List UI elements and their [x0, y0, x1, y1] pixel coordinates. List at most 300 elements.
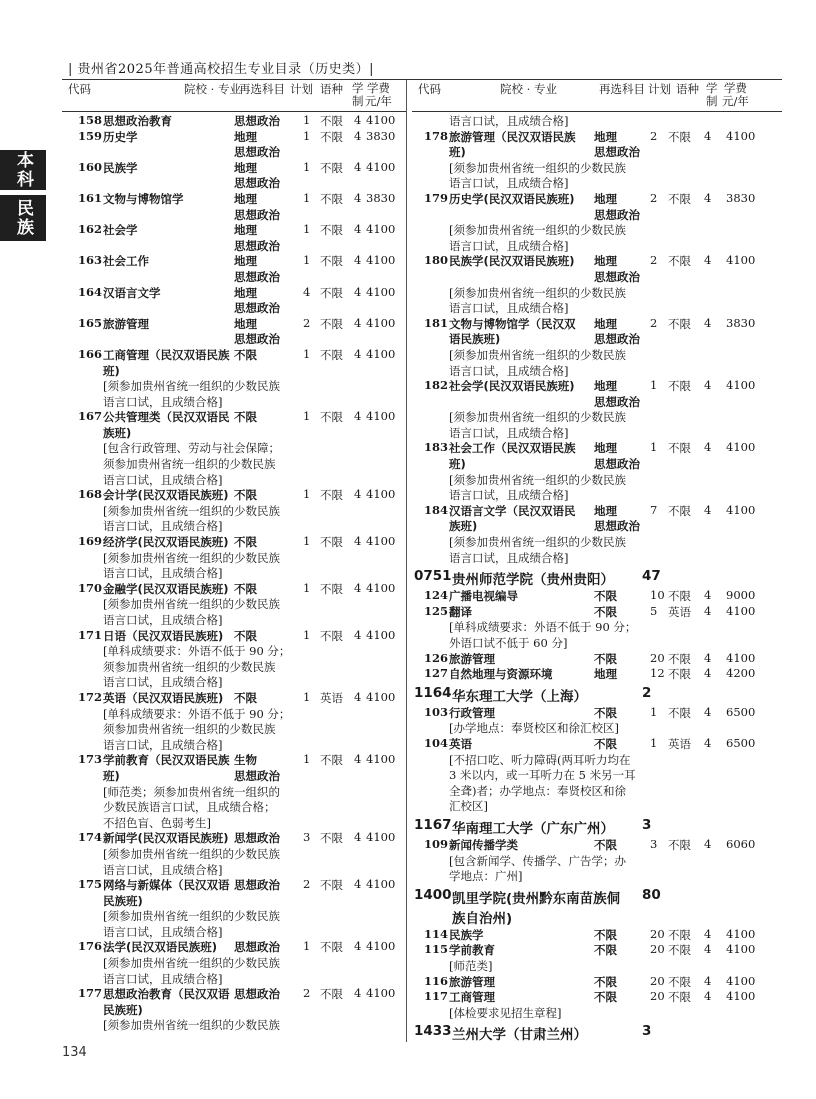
page-header: | 贵州省2025年普通高校招生专业目录（历史类）|	[68, 62, 374, 77]
language: 不限	[668, 589, 691, 604]
years: 4	[354, 346, 362, 361]
language: 不限	[320, 987, 343, 1002]
row-line	[62, 893, 407, 909]
major-code: 158	[78, 113, 103, 127]
note-text: [办学地点：奉贤校区和徐汇校区]	[449, 721, 619, 736]
table-row	[412, 253, 782, 315]
fee: 4100	[366, 253, 396, 268]
school-code: 1164	[414, 684, 452, 701]
subject-requirement: 不限	[594, 927, 617, 942]
row-line	[412, 331, 782, 347]
years: 4	[704, 440, 712, 455]
major-name: 民族学	[449, 927, 484, 942]
plan-count: 1	[303, 939, 311, 954]
subject-requirement: 思想政治	[234, 269, 280, 284]
language: 不限	[320, 160, 343, 175]
table-row	[412, 837, 782, 884]
column-header-right	[412, 82, 782, 110]
major-name: 学前教育	[449, 943, 495, 958]
table-row	[412, 705, 782, 736]
major-code: 169	[78, 534, 103, 549]
plan-count: 2	[303, 315, 311, 330]
subject-requirement: 思想政治	[234, 114, 280, 128]
row-line	[412, 378, 782, 394]
row-line	[62, 175, 407, 191]
note-line	[62, 971, 407, 987]
table-row	[412, 927, 782, 943]
major-code: 125	[424, 603, 449, 618]
table-row	[412, 440, 782, 502]
note-line	[412, 285, 782, 301]
table-row	[62, 285, 407, 316]
school-heading	[412, 685, 782, 705]
col-school: 院校 · 专业	[500, 82, 557, 96]
row-line	[412, 518, 782, 534]
row-line	[412, 316, 782, 332]
subject-requirement: 地理	[234, 223, 257, 238]
plan-count: 1	[303, 128, 311, 143]
fee: 4200	[726, 666, 756, 681]
col-code: 代码	[418, 82, 441, 96]
major-name: 新闻学(民汉双语民族班)	[103, 831, 229, 846]
note-line	[412, 472, 782, 488]
years: 4	[354, 113, 362, 127]
years: 4	[704, 315, 712, 330]
col-lang: 语种	[320, 82, 343, 96]
language: 不限	[320, 114, 343, 128]
school-name: 兰州大学（甘肃兰州）	[452, 1027, 587, 1044]
language: 不限	[668, 316, 691, 331]
major-name: 文物与博物馆学	[103, 191, 184, 206]
note-text: [须参加贵州省统一组织的少数民族	[449, 347, 626, 362]
major-name: 日语（民汉双语民族班)	[103, 628, 224, 643]
subject-requirement: 不限	[234, 535, 257, 550]
language: 不限	[320, 223, 343, 238]
major-code: 124	[424, 588, 449, 603]
language: 不限	[320, 628, 343, 643]
major-code: 127	[424, 666, 449, 681]
fee: 4100	[366, 222, 396, 237]
major-code: 159	[78, 128, 103, 143]
note-line	[412, 300, 782, 316]
language: 不限	[320, 410, 343, 425]
note-line	[62, 643, 407, 659]
major-code: 104	[424, 735, 449, 750]
row-line	[412, 144, 782, 160]
note-line	[62, 924, 407, 940]
table-row	[62, 222, 407, 253]
col-plan: 计划	[648, 82, 671, 96]
note-line	[62, 846, 407, 862]
row-line	[412, 503, 782, 519]
major-name: 班)	[103, 768, 120, 783]
language: 不限	[668, 129, 691, 144]
major-name: 班)	[103, 363, 120, 378]
plan-count: 20	[650, 973, 665, 988]
major-code: 182	[424, 378, 449, 393]
major-name: 金融学(民汉双语民族班)	[103, 581, 229, 596]
table-row	[62, 316, 407, 347]
subject-requirement: 思想政治	[234, 238, 280, 253]
note-line	[62, 612, 407, 628]
major-name: 汉语言文学（民汉双语民	[449, 503, 576, 518]
fee: 4100	[726, 973, 756, 988]
plan-count: 5	[650, 603, 658, 618]
language: 不限	[668, 651, 691, 666]
language: 不限	[668, 503, 691, 518]
column-rule-right	[412, 111, 782, 112]
table-row	[412, 736, 782, 814]
table-row	[62, 877, 407, 939]
note-line	[62, 456, 407, 472]
row-line	[62, 768, 407, 784]
major-code: 116	[424, 973, 449, 988]
subject-requirement: 生物	[234, 753, 257, 768]
major-code: 183	[424, 440, 449, 455]
note-line	[412, 798, 782, 814]
plan-count: 1	[303, 190, 311, 205]
row-line	[412, 736, 782, 752]
row-line	[412, 129, 782, 145]
major-code: 184	[424, 502, 449, 517]
language: 不限	[668, 837, 691, 852]
note-text: [须参加贵州省统一组织的少数民族	[103, 379, 280, 394]
major-code: 171	[78, 627, 103, 642]
note-line	[412, 113, 782, 129]
row-line	[62, 113, 407, 129]
note-text: [须参加贵州省统一组织的少数民族	[449, 285, 626, 300]
school-name: 凯里学院(贵州黔东南苗族侗	[452, 890, 621, 907]
table-row	[412, 191, 782, 253]
years: 4	[354, 939, 362, 954]
major-name: 广播电视编导	[449, 589, 518, 604]
row-line	[412, 942, 782, 958]
major-code: 177	[78, 986, 103, 1001]
years: 4	[704, 989, 712, 1004]
plan-count: 1	[650, 704, 658, 719]
note-line	[412, 619, 782, 635]
years: 4	[704, 836, 712, 851]
note-text: [体检要求见招生章程]	[449, 1005, 562, 1020]
major-code: 178	[424, 128, 449, 143]
major-name: 历史学(民汉双语民族班)	[449, 191, 575, 206]
language: 不限	[668, 990, 691, 1005]
language: 不限	[668, 943, 691, 958]
row-line	[62, 690, 407, 706]
note-line	[412, 767, 782, 783]
subject-requirement: 思想政治	[594, 207, 640, 222]
major-name: 新闻传播学类	[449, 837, 518, 852]
school-heading	[412, 887, 782, 907]
note-text: 语言口试，且成绩合格]	[449, 114, 569, 128]
language: 不限	[320, 940, 343, 955]
note-line	[62, 784, 407, 800]
major-name: 历史学	[103, 129, 138, 144]
row-line	[62, 316, 407, 332]
row-line	[62, 238, 407, 254]
years: 4	[704, 942, 712, 957]
language: 不限	[668, 379, 691, 394]
plan-count: 3	[650, 836, 658, 851]
note-line	[412, 534, 782, 550]
subject-requirement: 不限	[594, 990, 617, 1005]
fee: 4100	[366, 487, 396, 502]
table-row	[412, 604, 782, 651]
subject-requirement: 思想政治	[594, 457, 640, 472]
table-row	[62, 752, 407, 830]
row-line	[412, 974, 782, 990]
language: 不限	[320, 347, 343, 362]
note-text: [须参加贵州省统一组织的少数民族	[103, 503, 280, 518]
col-years: 学 制	[706, 81, 718, 108]
language: 不限	[320, 191, 343, 206]
major-name: 民族班)	[103, 1002, 143, 1017]
note-line	[62, 518, 407, 534]
plan-count: 7	[650, 502, 658, 517]
row-line	[62, 830, 407, 846]
fee: 9000	[726, 588, 756, 603]
note-text: 语言口试，且成绩合格]	[449, 425, 569, 440]
note-line	[62, 503, 407, 519]
table-row	[62, 191, 407, 222]
major-code: 181	[424, 315, 449, 330]
row-line	[412, 394, 782, 410]
plan-count: 2	[650, 190, 658, 205]
school-name: 贵州师范学院（贵州贵阳）	[452, 572, 614, 589]
major-name: 思想政治教育（民汉双语	[103, 987, 230, 1002]
row-line	[62, 425, 407, 441]
school-heading	[412, 817, 782, 837]
plan-count: 1	[650, 440, 658, 455]
note-line	[62, 659, 407, 675]
col-plan: 计划	[290, 82, 313, 96]
row-line	[62, 363, 407, 379]
subject-requirement: 思想政治	[234, 207, 280, 222]
note-line	[62, 955, 407, 971]
major-code: 176	[78, 939, 103, 954]
subject-requirement: 思想政治	[234, 768, 280, 783]
row-line	[62, 222, 407, 238]
major-name: 英语	[449, 736, 472, 751]
note-line	[412, 425, 782, 441]
language: 不限	[668, 705, 691, 720]
fee: 4100	[366, 627, 396, 642]
col-code: 代码	[68, 82, 91, 96]
subject-requirement: 不限	[594, 974, 617, 989]
fee: 4100	[366, 939, 396, 954]
fee: 4100	[366, 534, 396, 549]
major-code: 175	[78, 877, 103, 892]
table-row	[62, 581, 407, 628]
major-name: 学前教育（民汉双语民族	[103, 753, 230, 768]
table-row	[412, 989, 782, 1020]
subject-requirement: 地理	[234, 316, 257, 331]
language: 不限	[320, 316, 343, 331]
fee: 4100	[726, 128, 756, 143]
note-line	[412, 752, 782, 768]
years: 4	[704, 128, 712, 143]
subject-requirement: 地理	[234, 254, 257, 269]
table-row	[412, 651, 782, 667]
subject-requirement: 思想政治	[234, 940, 280, 955]
note-text: 全聋)者；办学地点：奉贤校区和徐	[449, 783, 626, 798]
years: 4	[704, 190, 712, 205]
row-line	[412, 269, 782, 285]
note-line	[412, 487, 782, 503]
table-row	[62, 487, 407, 534]
school-plan: 80	[642, 886, 661, 903]
note-line	[412, 222, 782, 238]
plan-count: 2	[303, 986, 311, 1001]
fee: 3830	[726, 315, 756, 330]
years: 4	[354, 253, 362, 268]
school-heading	[412, 568, 782, 588]
major-code: 166	[78, 346, 103, 361]
note-text: [包含行政管理、劳动与社会保障；	[103, 441, 280, 456]
years: 4	[704, 926, 712, 941]
note-text: 语言口试，且成绩合格]	[449, 176, 569, 191]
row-line	[62, 285, 407, 301]
note-line	[62, 394, 407, 410]
fee: 4100	[366, 580, 396, 595]
row-line	[62, 347, 407, 363]
row-line	[412, 651, 782, 667]
language: 不限	[320, 488, 343, 503]
table-row	[412, 942, 782, 973]
subject-requirement: 地理	[594, 129, 617, 144]
row-line	[412, 604, 782, 620]
table-row	[62, 409, 407, 487]
note-line	[412, 853, 782, 869]
major-name: 工商管理（民汉双语民族	[103, 347, 230, 362]
note-line	[62, 815, 407, 831]
major-name: 班)	[449, 145, 466, 160]
subject-requirement: 不限	[234, 488, 257, 503]
fee: 4100	[726, 440, 756, 455]
note-text: 语言口试，且成绩合格]	[103, 737, 223, 752]
plan-count: 1	[303, 689, 311, 704]
plan-count: 20	[650, 989, 665, 1004]
subject-requirement: 不限	[234, 410, 257, 425]
language: 不限	[668, 974, 691, 989]
note-text: 语言口试，且成绩合格]	[103, 472, 223, 487]
subject-requirement: 不限	[594, 651, 617, 666]
major-name: 网络与新媒体（民汉双语	[103, 878, 230, 893]
school-plan: 47	[642, 568, 661, 585]
fee: 3830	[726, 190, 756, 205]
note-line	[62, 378, 407, 394]
major-code: 163	[78, 253, 103, 268]
major-code: 117	[424, 989, 449, 1004]
major-name: 英语（民汉双语民族班)	[103, 690, 224, 705]
row-line	[62, 160, 407, 176]
note-text: 语言口试，且成绩合格]	[103, 394, 223, 409]
years: 4	[354, 986, 362, 1001]
years: 4	[354, 128, 362, 143]
years: 4	[704, 502, 712, 517]
column-header-left	[62, 82, 407, 110]
subject-requirement: 不限	[594, 604, 617, 619]
years: 4	[354, 877, 362, 892]
note-line	[62, 565, 407, 581]
language: 英语	[668, 604, 691, 619]
subject-requirement: 不限	[594, 943, 617, 958]
fee: 4100	[726, 502, 756, 517]
fee: 4100	[726, 603, 756, 618]
fee: 4100	[726, 926, 756, 941]
table-row	[412, 316, 782, 378]
years: 4	[704, 704, 712, 719]
major-name: 公共管理类（民汉双语民	[103, 410, 230, 425]
subject-requirement: 地理	[594, 191, 617, 206]
major-name: 民族学	[103, 160, 138, 175]
note-text: 语言口试，且成绩合格]	[449, 550, 569, 565]
major-name: 经济学(民汉双语民族班)	[103, 535, 229, 550]
major-name: 族班)	[103, 425, 132, 440]
major-name: 工商管理	[449, 990, 495, 1005]
note-text: [单科成绩要求：外语不低于 90 分；	[103, 706, 291, 721]
years: 4	[354, 222, 362, 237]
years: 4	[704, 973, 712, 988]
left-column	[62, 113, 407, 1033]
plan-count: 20	[650, 650, 665, 665]
language: 不限	[668, 191, 691, 206]
language: 不限	[320, 535, 343, 550]
major-name: 自然地理与资源环境	[449, 667, 553, 682]
language: 不限	[320, 129, 343, 144]
note-text: [师范类；须参加贵州省统一组织的	[103, 784, 280, 799]
row-line	[62, 877, 407, 893]
table-row	[62, 347, 407, 409]
row-line	[412, 253, 782, 269]
subject-requirement: 不限	[594, 736, 617, 751]
major-name: 社会工作	[103, 254, 149, 269]
right-column	[412, 113, 782, 1043]
row-line	[62, 144, 407, 160]
years: 4	[704, 735, 712, 750]
fee: 3830	[366, 128, 396, 143]
note-line	[412, 550, 782, 566]
major-code: 115	[424, 942, 449, 957]
note-line	[412, 868, 782, 884]
row-line	[412, 989, 782, 1005]
col-fee: 学费 元/年	[365, 81, 392, 108]
note-text: [包含新闻学、传播学、广告学；办	[449, 853, 626, 868]
note-line	[62, 440, 407, 456]
subject-requirement: 思想政治	[234, 831, 280, 846]
language: 英语	[320, 690, 343, 705]
row-line	[62, 409, 407, 425]
row-line	[62, 986, 407, 1002]
subject-requirement: 地理	[594, 254, 617, 269]
subject-requirement: 地理	[594, 316, 617, 331]
col-years: 学 制	[352, 81, 364, 108]
major-code: 179	[424, 190, 449, 205]
side-tab-undergrad: 本科	[0, 150, 46, 190]
major-code: 168	[78, 487, 103, 502]
plan-count: 1	[303, 113, 311, 127]
note-text: [单科成绩要求：外语不低于 90 分；	[103, 644, 291, 659]
fee: 6060	[726, 836, 756, 851]
note-text: 语言口试，且成绩合格]	[103, 566, 223, 581]
major-code: 114	[424, 926, 449, 941]
plan-count: 1	[303, 253, 311, 268]
note-line	[62, 721, 407, 737]
major-code: 103	[424, 704, 449, 719]
note-text: 须参加贵州省统一组织的少数民族	[103, 659, 276, 674]
subject-requirement: 思想政治	[594, 394, 640, 409]
plan-count: 12	[650, 666, 665, 681]
